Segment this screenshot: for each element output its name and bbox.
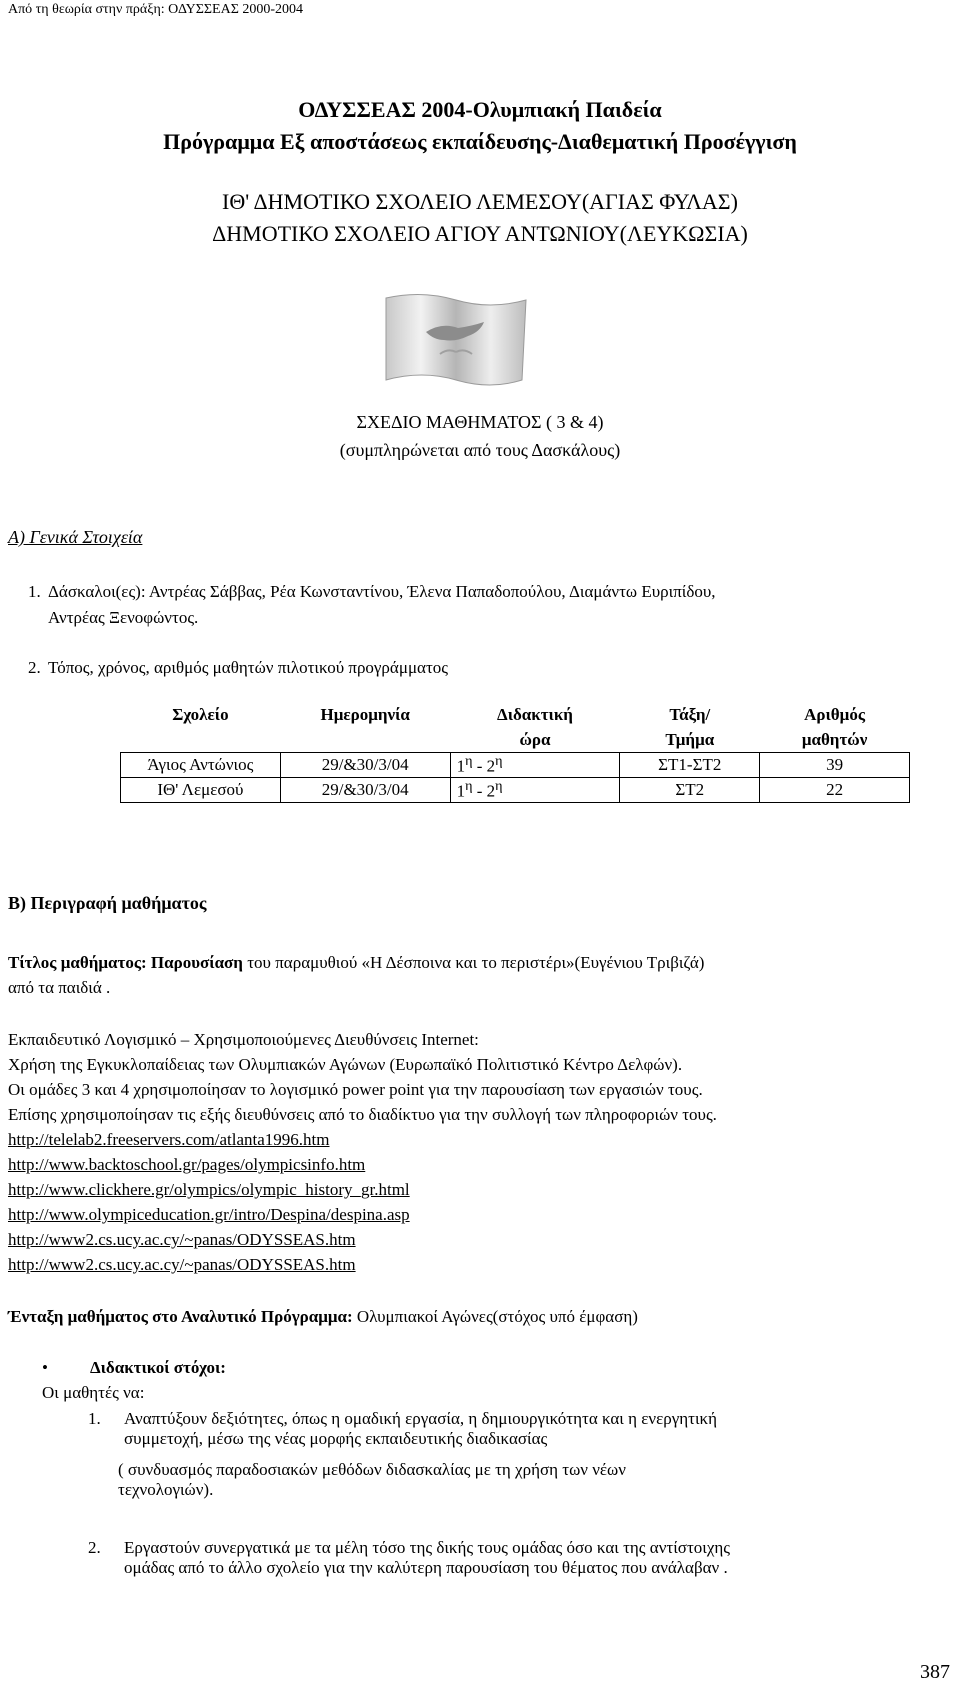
table-header: Διδακτική ώρα <box>497 705 573 749</box>
cyprus-flag-icon <box>382 292 530 392</box>
table-header: Αριθμός μαθητών <box>801 705 868 749</box>
place-time-text: Τόπος, χρόνος, αριθμός μαθητών πιλοτικού προγράμματος <box>48 658 449 677</box>
title-line: ΟΔΥΣΣΕΑΣ 2004-Ολυμπιακή Παιδεία <box>298 97 662 122</box>
school-names <box>0 186 960 250</box>
lesson-title-cont: από τα παιδιά . <box>8 978 111 997</box>
software-line: Οι ομάδες 3 και 4 χρησιμοποίησαν το λογισμικό power point για την παρουσίαση των εργασιών τους. <box>8 1080 703 1099</box>
plan-heading <box>0 408 960 464</box>
table-cell: ΣΤ1-ΣΤ2 <box>620 753 760 778</box>
page-number: 387 <box>920 1661 950 1683</box>
lesson-title-label: Τίτλος μαθήματος: <box>8 953 147 972</box>
lesson-title <box>8 950 948 1000</box>
web-link[interactable]: http://www.clickhere.gr/olympics/olympic_history_gr.html <box>8 1180 410 1199</box>
goal-line: Αναπτύξουν δεξιότητες, όπως η ομαδική εργασία, η δημιουργικότητα και η ενεργητική <box>124 1409 717 1428</box>
curriculum-text: Ολυμπιακοί Αγώνες(στόχος υπό έμφαση) <box>356 1307 638 1326</box>
web-link[interactable]: http://www2.cs.ucy.ac.cy/~panas/ODYSSEAS.htm <box>8 1230 356 1249</box>
bullet-icon: • <box>42 1358 48 1377</box>
goal-line: τεχνολογιών). <box>118 1480 214 1500</box>
web-link[interactable]: http://telelab2.freeservers.com/atlanta1996.htm <box>8 1130 330 1149</box>
software-line: Εκπαιδευτικό Λογισμικό – Χρησιμοποιούμενες Διευθύνσεις Internet: <box>8 1030 479 1049</box>
software-line: Χρήση της Εγκυκλοπαίδειας των Ολυμπιακών Αγώνων (Ευρωπαϊκό Πολιτιστικό Κέντρο Δελφών). <box>8 1055 683 1074</box>
table-cell: Άγιος Αντώνιος <box>121 753 281 778</box>
table-cell: ΙΘ' Λεμεσού <box>121 778 281 803</box>
teachers-item <box>28 582 928 627</box>
table-cell: 22 <box>760 778 910 803</box>
lesson-title-bold: Παρουσίαση <box>150 953 243 972</box>
curriculum-line <box>8 1307 953 1327</box>
web-link[interactable]: http://www2.cs.ucy.ac.cy/~panas/ODYSSEAS.htm <box>8 1255 356 1274</box>
table-header: Σχολείο <box>172 705 229 724</box>
table-cell: ΣΤ2 <box>620 778 760 803</box>
document-title <box>0 94 960 158</box>
table-header: Ημερομηνία <box>320 705 410 724</box>
place-time-item <box>28 658 928 678</box>
title-line: Πρόγραμμα Εξ αποστάσεως εκπαίδευσης-Διαθεματική Προσέγγιση <box>163 129 797 154</box>
item-number: 2. <box>28 658 41 677</box>
goal-line: ομάδας από το άλλο σχολείο για την καλύτερη παρουσίαση του θέματος που ανάλαβαν . <box>124 1558 728 1578</box>
goal-item <box>124 1409 944 1450</box>
goal-line: Εργαστούν συνεργατικά με τα μέλη τόσο της δικής τους ομάδας όσο και της αντίστοιχης <box>124 1538 731 1557</box>
teachers-text: Δάσκαλοι(ες): Αντρέας Σάββας, Ρέα Κωνσταντίνου, Έλενα Παπαδοπούλου, Διαμάντω Ευριπίδου, <box>48 582 716 601</box>
table-header: Τάξη/ Τμήμα <box>665 705 715 749</box>
goals-intro: Οι μαθητές να: <box>42 1383 145 1402</box>
section-b-heading: Β) Περιγραφή μαθήματος <box>8 893 207 913</box>
table-cell: 29/&30/3/04 <box>280 753 450 778</box>
curriculum-label: Ένταξη μαθήματος στο Αναλυτικό Πρόγραμμα: <box>8 1307 353 1326</box>
plan-note: (συμπληρώνεται από τους Δασκάλους) <box>339 440 621 460</box>
schools-table <box>120 702 910 803</box>
table-cell: $1^\eta - 2^\eta$ <box>450 753 620 778</box>
goal-number: 2. <box>88 1538 101 1557</box>
web-link[interactable]: http://www.backtoschool.gr/pages/olympicsinfo.htm <box>8 1155 366 1174</box>
section-a-heading: Α) Γενικά Στοιχεία <box>8 527 143 547</box>
plan-title: ΣΧΕΔΙΟ ΜΑΘΗΜΑΤΟΣ ( 3 & 4) <box>356 412 604 432</box>
web-link[interactable]: http://www.olympiceducation.gr/intro/Despina/despina.asp <box>8 1205 410 1224</box>
item-number: 1. <box>28 582 41 601</box>
goal-item <box>124 1538 954 1579</box>
table-cell: 29/&30/3/04 <box>280 778 450 803</box>
running-header: Από τη θεωρία στην πράξη: ΟΔΥΣΣΕΑΣ 2000-2004 <box>8 2 304 17</box>
school-line: ΙΘ' ΔΗΜΟΤΙΚΟ ΣΧΟΛΕΙΟ ΛΕΜΕΣΟΥ(ΑΓΙΑΣ ΦΥΛΑΣ) <box>222 189 738 214</box>
goal-line: ( συνδυασμός παραδοσιακών μεθόδων διδασκαλίας με τη χρήση των νέων <box>118 1460 626 1479</box>
goal-number: 1. <box>88 1409 101 1428</box>
table-row <box>121 778 910 803</box>
table-row <box>121 753 910 778</box>
software-block <box>8 1027 953 1277</box>
teachers-text-cont: Αντρέας Ξενοφώντος. <box>48 608 199 627</box>
table-header-row <box>121 702 910 753</box>
lesson-title-rest: του παραμυθιού «Η Δέσποινα και το περιστέρι»(Ευγένιου Τριβιζά) <box>247 953 705 972</box>
table-cell: 39 <box>760 753 910 778</box>
school-line: ΔΗΜΟΤΙΚΟ ΣΧΟΛΕΙΟ ΑΓΙΟΥ ΑΝΤΩΝΙΟΥ(ΛΕΥΚΩΣΙΑ) <box>212 221 748 246</box>
software-line: Επίσης χρησιμοποίησαν τις εξής διευθύνσεις από το διαδίκτυο για την συλλογή των πληροφοριών τους. <box>8 1105 717 1124</box>
table-cell: $1^\eta - 2^\eta$ <box>450 778 620 803</box>
goal-item-cont <box>118 1460 938 1501</box>
goals-title: Διδακτικοί στόχοι: <box>90 1358 226 1377</box>
goal-line: συμμετοχή, μέσω της νέας μορφής εκπαιδευτικής διαδικασίας <box>124 1429 548 1449</box>
